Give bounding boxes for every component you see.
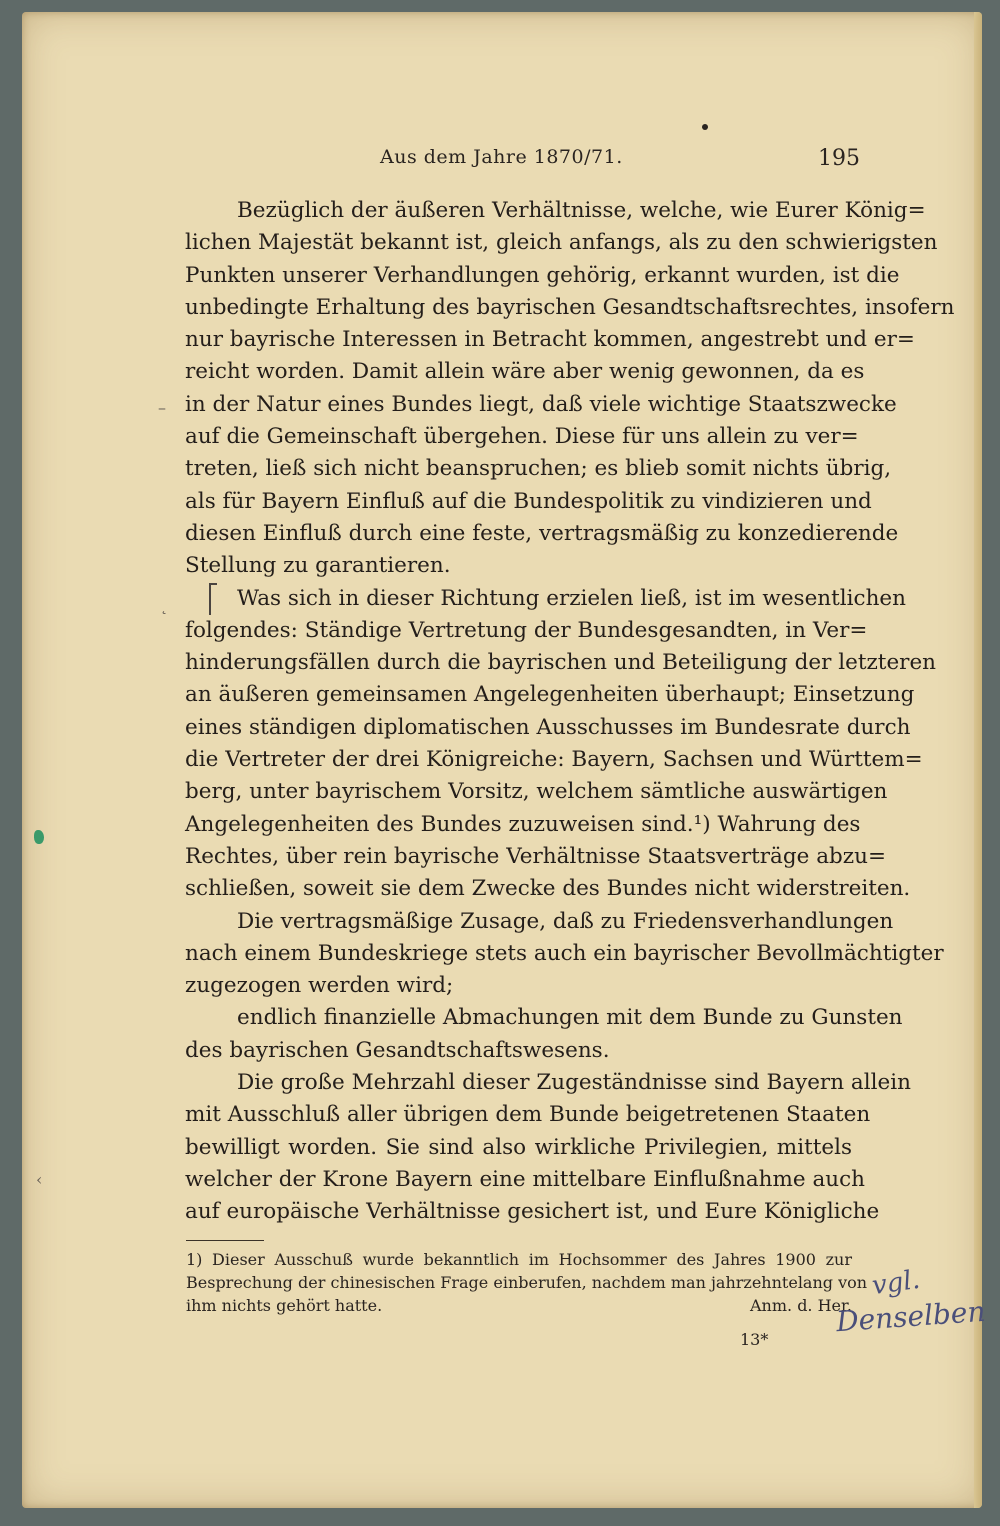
text-line: nur bayrische Interessen in Betracht kommen, angestrebt und er= xyxy=(185,327,915,353)
text-line: unbedingte Erhaltung des bayrischen Gesandtschaftsrechtes, insofern xyxy=(185,294,955,320)
pencil-dash-mark: – xyxy=(158,398,166,417)
footnote-text: ihm nichts gehört hatte. xyxy=(186,1296,383,1315)
text-line: auf europäische Verhältnisse gesichert ist, und Eure Königliche xyxy=(185,1199,880,1225)
page-edge xyxy=(974,12,982,1508)
pencil-bracket-mark xyxy=(209,583,217,615)
text-line: Die vertragsmäßige Zusage, daß zu Friedensverhandlungen xyxy=(237,908,894,934)
running-head: Aus dem Jahre 1870/71. xyxy=(380,146,623,168)
text-line: an äußeren gemeinsamen Angelegenheiten überhaupt; Einsetzung xyxy=(185,682,915,708)
pencil-tick-mark: ˛ xyxy=(160,596,168,615)
text-line: auf die Gemeinschaft übergehen. Diese für uns allein zu ver= xyxy=(185,424,859,450)
text-line: diesen Einfluß durch eine feste, vertragsmäßig zu konzedierende xyxy=(185,520,899,546)
text-line: Die große Mehrzahl dieser Zugeständnisse sind Bayern allein xyxy=(237,1070,911,1096)
green-ink-mark xyxy=(34,830,44,844)
text-line: endlich finanzielle Abmachungen mit dem Bunde zu Gunsten xyxy=(237,1005,903,1031)
footnote-line-last xyxy=(186,1294,852,1317)
text-line: Rechtes, über rein bayrische Verhältnisse Staatsverträge abzu= xyxy=(185,843,886,869)
text-line: Angelegenheiten des Bundes zuzuweisen sind.¹) Wahrung des xyxy=(185,811,861,837)
text-line: bewilligt worden. Sie sind also wirkliche Privilegien, mittels xyxy=(185,1134,852,1160)
text-line: zugezogen werden wird; xyxy=(185,973,454,999)
text-line: hinderungsfällen durch die bayrischen und Beteiligung der letzteren xyxy=(185,650,937,676)
footnote-line: Besprechung der chinesischen Frage einberufen, nachdem man jahrzehntelang von xyxy=(186,1273,868,1292)
text-line: lichen Majestät bekannt ist, gleich anfangs, als zu den schwierigsten xyxy=(185,230,938,256)
text-line: Stellung zu garantieren. xyxy=(185,553,451,579)
text-line: treten, ließ sich nicht beanspruchen; es blieb somit nichts übrig, xyxy=(185,456,892,482)
handwritten-note: vgl. xyxy=(870,1264,922,1302)
text-line: Punkten unserer Verhandlungen gehörig, erkannt wurden, ist die xyxy=(185,262,900,288)
text-line: berg, unter bayrischem Vorsitz, welchem sämtliche auswärtigen xyxy=(185,779,888,805)
footnote-attribution: Anm. d. Her. xyxy=(749,1296,852,1315)
text-line: als für Bayern Einfluß auf die Bundespolitik zu vindizieren und xyxy=(185,488,872,514)
pencil-tick-mark: ‹ xyxy=(36,1170,43,1189)
text-line: des bayrischen Gesandtschaftswesens. xyxy=(185,1037,610,1063)
text-line: mit Ausschluß aller übrigen dem Bunde beigetretenen Staaten xyxy=(185,1102,871,1128)
ink-dot xyxy=(702,124,708,130)
footnote-line: 1) Dieser Ausschuß wurde bekanntlich im Hochsommer des Jahres 1900 zur xyxy=(186,1250,852,1269)
footnote xyxy=(186,1248,868,1328)
text-line: folgendes: Ständige Vertretung der Bundesgesandten, in Ver= xyxy=(185,617,868,643)
text-line: in der Natur eines Bundes liegt, daß viele wichtige Staatszwecke xyxy=(185,391,897,417)
handwritten-note: Denselben xyxy=(835,1294,987,1339)
text-line: welcher der Krone Bayern eine mittelbare Einflußnahme auch xyxy=(185,1166,866,1192)
text-line: schließen, soweit sie dem Zwecke des Bundes nicht widerstreiten. xyxy=(185,876,911,902)
text-line: Was sich in dieser Richtung erzielen ließ, ist im wesentlichen xyxy=(237,585,906,611)
text-line: Bezüglich der äußeren Verhältnisse, welche, wie Eurer König= xyxy=(237,198,926,223)
body-text xyxy=(185,195,955,1255)
text-line: nach einem Bundeskriege stets auch ein bayrischer Bevollmächtigter xyxy=(185,940,944,966)
text-line: eines ständigen diplomatischen Ausschusses im Bundesrate durch xyxy=(185,714,911,740)
text-line: reicht worden. Damit allein wäre aber wenig gewonnen, da es xyxy=(185,359,865,385)
text-line: die Vertreter der drei Königreiche: Bayern, Sachsen und Württem= xyxy=(185,747,923,773)
page-number: 195 xyxy=(818,146,860,171)
signature-mark: 13* xyxy=(740,1330,769,1349)
footnote-rule xyxy=(186,1240,264,1241)
